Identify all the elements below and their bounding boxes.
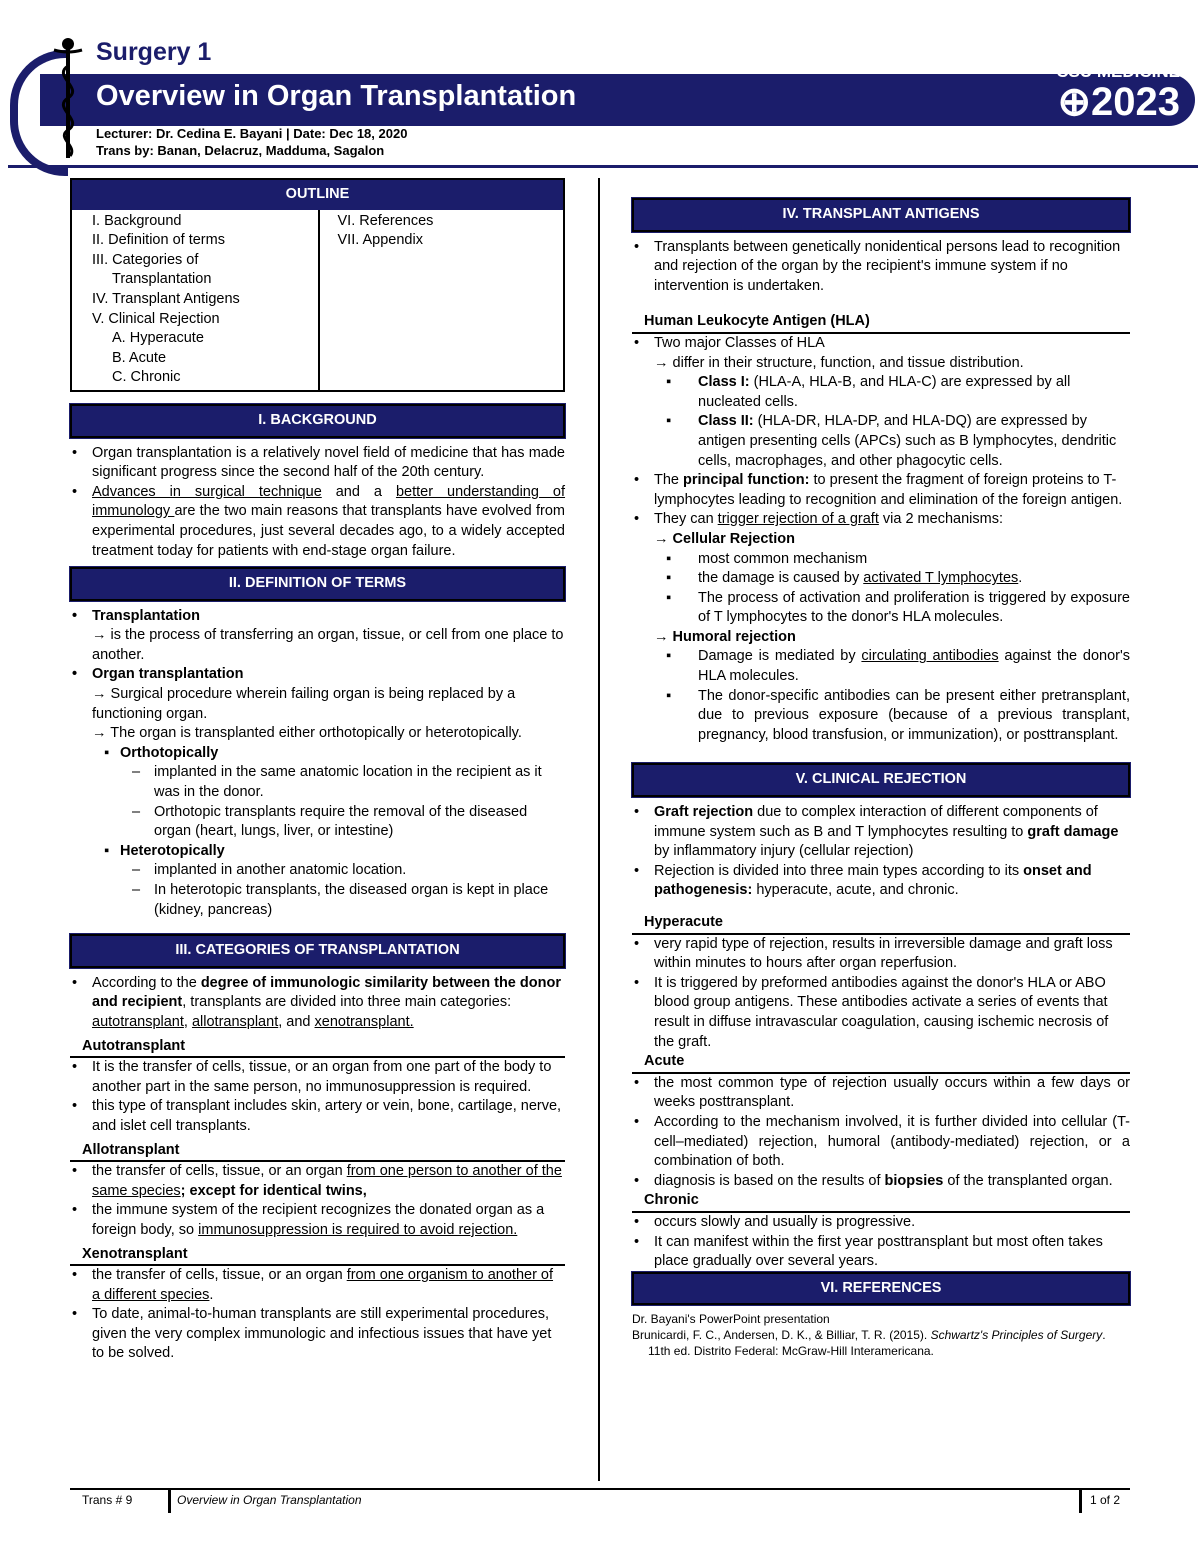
term-orthotopic: ▪ Orthotopically <box>70 744 565 764</box>
outline-item: I. Background <box>92 212 182 229</box>
page-footer <box>70 1488 1130 1510</box>
list-item: • diagnosis is based on the results of biopsies of the transplanted organ. <box>632 1172 1130 1192</box>
school-logo <box>1056 62 1180 122</box>
footer-trans-number: Trans # 9 <box>82 1493 133 1507</box>
list-item: • According to the mechanism involved, it is further divided into cellular (T-cell–mediated) rejection, humoral (antibody-mediated) rejection, or a combination of both. <box>632 1113 1130 1172</box>
list-item: ▪ most common mechanism <box>632 550 1130 570</box>
list-item: • the transfer of cells, tissue, or an organ from one person to another of the same species; except for identical twins, <box>70 1162 565 1201</box>
outline-item: V. Clinical Rejection <box>92 310 220 327</box>
list-item: • Two major Classes of HLA <box>632 334 1130 354</box>
batch-year: ⊕2023 <box>1057 80 1180 124</box>
term-heterotopic: ▪ Heterotopically <box>70 842 565 862</box>
list-item: ▪ The donor-specific antibodies can be present either pretransplant, due to previous exposure (because of a previous transplant, pregnancy, blood transfusion, or immunization), or posttransplant. <box>632 687 1130 746</box>
list-item: • Advances in surgical technique and a better understanding of immunology are the two main reasons that transplants have evolved from experimental procedures, just several decades ago, to a widely accepted treatment today for patients with end-stage organ failure. <box>70 483 565 561</box>
outline-item: II. Definition of terms <box>92 232 225 249</box>
term-transplantation: • Transplantation <box>70 607 565 627</box>
list-item: • this type of transplant includes skin, artery or vein, bone, cartilage, nerve, and islet cell transplants. <box>70 1097 565 1136</box>
column-divider <box>598 178 600 1481</box>
subheading-hla: Human Leukocyte Antigen (HLA) <box>632 312 1130 334</box>
left-column <box>70 178 565 1364</box>
list-item: → The organ is transplanted either orthotopically or heterotopically. <box>92 725 522 742</box>
list-item: • the immune system of the recipient recognizes the donated organ as a foreign body, so immunosuppression is required to avoid rejection. <box>70 1201 565 1240</box>
outline-col-1 <box>72 210 318 390</box>
list-item: → differ in their structure, function, and tissue distribution. <box>654 354 1024 371</box>
subheading-chronic: Chronic <box>632 1191 1130 1213</box>
list-item: ▪ The process of activation and proliferation is triggered by exposure of T lymphocytes to the donor's HLA molecules. <box>632 589 1130 628</box>
list-item: • Rejection is divided into three main types according to its onset and pathogenesis: hyperacute, acute, and chronic. <box>632 862 1130 901</box>
term-cellular-rejection: → Cellular Rejection <box>654 530 796 547</box>
outline-item: VII. Appendix <box>337 232 423 249</box>
list-item: – implanted in another anatomic location. <box>70 861 565 881</box>
term-organ-transplantation: • Organ transplantation <box>70 665 565 685</box>
list-item: • They can trigger rejection of a graft via 2 mechanisms: <box>632 510 1130 530</box>
reference-item: Dr. Bayani's PowerPoint presentation <box>632 1312 830 1327</box>
outline-item: A. Hyperacute <box>112 330 204 347</box>
outline-col-2 <box>318 210 564 390</box>
outline-item: B. Acute <box>112 349 167 366</box>
list-item: • Organ transplantation is a relatively novel field of medicine that has made significant progress since the second half of the 20th century. <box>70 444 565 483</box>
outline-item: IV. Transplant Antigens <box>92 290 240 307</box>
section-definitions-title: II. DEFINITION OF TERMS <box>70 567 565 601</box>
list-item: • According to the degree of immunologic similarity between the donor and recipient, transplants are divided into three main categories: autotransplant, allotransplant, and xenotransplant. <box>70 974 565 1033</box>
list-item: • the most common type of rejection usually occurs within a few days or weeks posttransplant. <box>632 1074 1130 1113</box>
list-item: • Transplants between genetically nonidentical persons lead to recognition and rejection of the organ by the recipient's immune system if no intervention is undertaken. <box>632 238 1130 297</box>
list-item: • It is triggered by preformed antibodies against the donor's HLA or ABO blood group antigens. These antibodies activate a series of events that result in diffuse intravascular coagulation, causing ischemic necrosis of the graft. <box>632 974 1130 1052</box>
list-item: ▪ the damage is caused by activated T lymphocytes. <box>632 569 1130 589</box>
section-references-title: VI. REFERENCES <box>632 1272 1130 1306</box>
list-item: → Surgical procedure wherein failing organ is being replaced by a functioning organ. <box>92 686 516 722</box>
list-item: ▪ Damage is mediated by circulating antibodies against the donor's HLA molecules. <box>632 647 1130 686</box>
outline-box <box>70 178 565 392</box>
list-item: ▪ Class I: (HLA-A, HLA-B, and HLA-C) are expressed by all nucleated cells. <box>632 373 1130 412</box>
list-item: • very rapid type of rejection, results in irreversible damage and graft loss within minutes to hours after organ reperfusion. <box>632 935 1130 974</box>
list-item: • the transfer of cells, tissue, or an organ from one organism to another of a different species. <box>70 1266 565 1305</box>
section-rejection-title: V. CLINICAL REJECTION <box>632 763 1130 797</box>
list-item: • It is the transfer of cells, tissue, or an organ from one part of the body to another part in the same person, no immunosuppression is required. <box>70 1058 565 1097</box>
outline-item: Transplantation <box>112 271 212 288</box>
footer-title: Overview in Organ Transplantation <box>168 1490 362 1513</box>
caduceus-icon <box>48 36 88 166</box>
right-column <box>632 178 1130 1359</box>
outline-item: C. Chronic <box>112 369 181 386</box>
section-categories-title: III. CATEGORIES OF TRANSPLANTATION <box>70 934 565 968</box>
section-background-title: I. BACKGROUND <box>70 404 565 438</box>
term-humoral-rejection: → Humoral rejection <box>654 628 796 645</box>
subheading-allotransplant: Allotransplant <box>70 1141 565 1163</box>
list-item: → is the process of transferring an organ, tissue, or cell from one place to another. <box>92 627 564 663</box>
lecturer-line: Lecturer: Dr. Cedina E. Bayani | Date: Dec 18, 2020 <box>96 126 408 141</box>
subheading-xenotransplant: Xenotransplant <box>70 1245 565 1267</box>
outline-title: OUTLINE <box>72 180 563 210</box>
outline-item: III. Categories of <box>92 251 199 268</box>
list-item: • Graft rejection due to complex interaction of different components of immune system such as B and T lymphocytes resulting to graft damage by inflammatory injury (cellular rejection) <box>632 803 1130 862</box>
school-name: CSU MEDICINE <box>1056 62 1180 81</box>
subheading-autotransplant: Autotransplant <box>70 1037 565 1059</box>
page-header <box>0 0 1200 170</box>
course-name: Surgery 1 <box>96 38 212 66</box>
page-title: Overview in Organ Transplantation <box>96 80 577 112</box>
outline-item: VI. References <box>337 212 434 229</box>
references-list <box>632 1311 1130 1359</box>
subheading-hyperacute: Hyperacute <box>632 913 1130 935</box>
footer-page-number: 1 of 2 <box>1079 1490 1120 1513</box>
list-item: • To date, animal-to-human transplants are still experimental procedures, given the very complex immunologic and infectious issues that have yet to be solved. <box>70 1305 565 1364</box>
list-item: – implanted in the same anatomic location in the recipient as it was in the donor. <box>70 763 565 802</box>
list-item: • The principal function: to present the fragment of foreign proteins to T-lymphocytes leading to recognition and elimination of the foreign antigen. <box>632 471 1130 510</box>
reference-item: Brunicardi, F. C., Andersen, D. K., & Billiar, T. R. (2015). Schwartz's Principles of Surgery. 11th ed. Distrito Federal: McGraw-Hill Interamericana. <box>632 1328 1106 1359</box>
list-item: • occurs slowly and usually is progressive. <box>632 1213 1130 1233</box>
transcribers-line: Trans by: Banan, Delacruz, Madduma, Sagalon <box>96 143 385 158</box>
list-item: – Orthotopic transplants require the removal of the diseased organ (heart, lungs, liver, or intestine) <box>70 803 565 842</box>
subheading-acute: Acute <box>632 1052 1130 1074</box>
list-item: ▪ Class II: (HLA-DR, HLA-DP, and HLA-DQ) are expressed by antigen presenting cells (APCs) such as B lymphocytes, dendritic cells, macrophages, and other phagocytic cells. <box>632 412 1130 471</box>
section-antigens-title: IV. TRANSPLANT ANTIGENS <box>632 198 1130 232</box>
header-rule <box>8 165 1198 168</box>
list-item: – In heterotopic transplants, the diseased organ is kept in place (kidney, pancreas) <box>70 881 565 920</box>
list-item: • It can manifest within the first year posttransplant but most often takes place gradually over several years. <box>632 1233 1130 1272</box>
